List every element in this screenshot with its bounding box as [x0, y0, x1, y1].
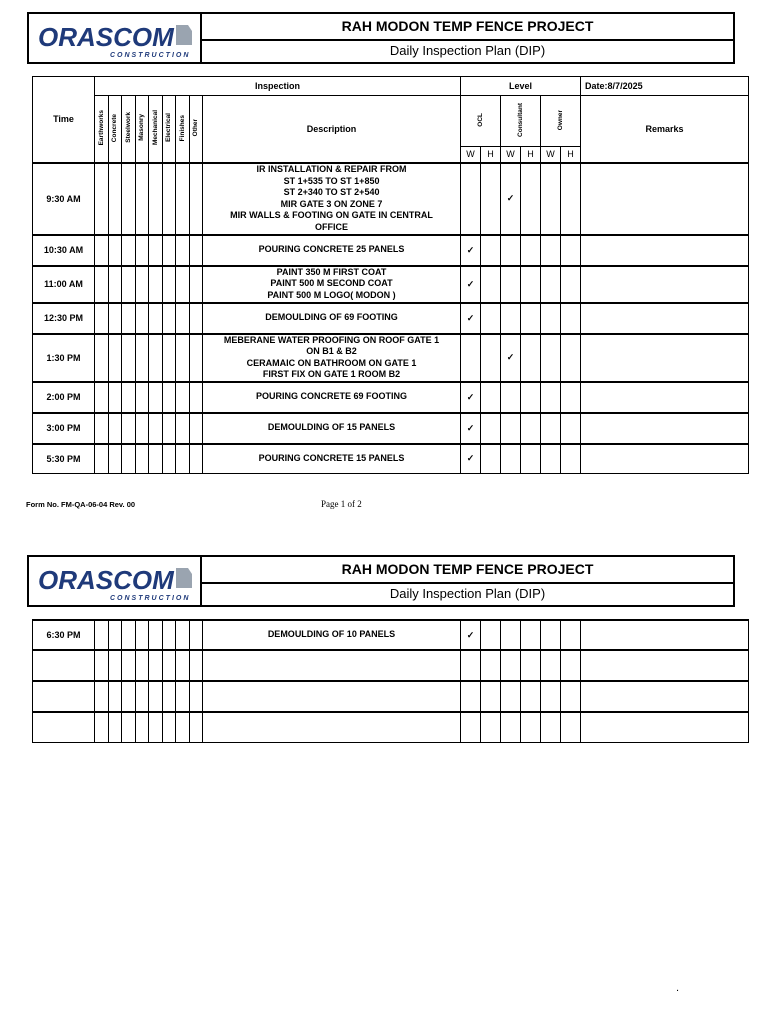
row-remarks — [581, 712, 749, 742]
description-line: OFFICE — [315, 221, 349, 232]
row-remarks — [581, 413, 749, 444]
wh-label: H — [521, 147, 541, 163]
category-cell — [95, 712, 109, 742]
category-cell — [135, 650, 149, 681]
level-cell — [501, 382, 521, 413]
level-cell — [521, 413, 541, 444]
category-cell — [122, 620, 136, 650]
description-line: PAINT 500 M LOGO( MODON ) — [267, 289, 396, 300]
category-cell — [108, 382, 122, 413]
level-cell — [501, 303, 521, 334]
category-cell — [162, 303, 176, 334]
description-line: DEMOULDING OF 10 PANELS — [267, 629, 396, 640]
category-concrete: Concrete — [111, 113, 119, 142]
category-cell — [149, 650, 163, 681]
level-cell — [501, 712, 521, 742]
category-cell — [149, 235, 163, 266]
category-cell — [108, 681, 122, 712]
category-cell — [149, 413, 163, 444]
inspection-table — [32, 76, 749, 474]
row-remarks — [581, 620, 749, 650]
category-cell — [108, 444, 122, 474]
plan-title: Daily Inspection Plan (DIP) — [389, 43, 546, 58]
row-description — [203, 382, 461, 413]
category-cell — [135, 163, 149, 235]
level-cell — [561, 444, 581, 474]
level-cell — [561, 235, 581, 266]
row-remarks — [581, 334, 749, 382]
form-number: Form No. FM-QA-06-04 Rev. 00 — [26, 500, 136, 509]
category-cell — [189, 235, 203, 266]
description-line: MEBERANE WATER PROOFING ON ROOF GATE 1 — [223, 334, 440, 345]
category-cell — [108, 712, 122, 742]
table-row — [33, 163, 749, 235]
level-cell — [481, 163, 501, 235]
category-cell — [108, 620, 122, 650]
inspection-rows-page2 — [33, 620, 749, 742]
row-time: 1:30 PM — [33, 334, 95, 382]
category-cell — [95, 382, 109, 413]
level-cell — [521, 266, 541, 303]
level-header: Level — [461, 77, 581, 96]
row-remarks — [581, 303, 749, 334]
category-cell — [162, 444, 176, 474]
level-cell — [541, 382, 561, 413]
inspection-table-page2 — [32, 619, 749, 743]
description-line: DEMOULDING OF 15 PANELS — [267, 422, 396, 433]
row-description — [203, 681, 461, 712]
row-time: 3:00 PM — [33, 413, 95, 444]
category-cell — [149, 334, 163, 382]
plan-title: Daily Inspection Plan (DIP) — [389, 586, 546, 601]
table-row — [33, 235, 749, 266]
table-row — [33, 413, 749, 444]
category-cell — [176, 650, 190, 681]
category-cell — [95, 266, 109, 303]
description-line: POURING CONCRETE 15 PANELS — [258, 453, 405, 463]
category-earthworks: Earthworks — [97, 110, 105, 146]
category-cell — [135, 235, 149, 266]
row-time: 11:00 AM — [33, 266, 95, 303]
category-cell — [149, 303, 163, 334]
wh-label: W — [501, 147, 521, 163]
category-finishes: Finishes — [178, 114, 186, 141]
row-time: 6:30 PM — [33, 620, 95, 650]
wh-label: H — [481, 147, 501, 163]
category-cell — [189, 620, 203, 650]
row-time: 9:30 AM — [33, 163, 95, 235]
level-cell — [481, 334, 501, 382]
level-cell — [521, 334, 541, 382]
category-cell — [162, 413, 176, 444]
category-cell — [176, 620, 190, 650]
level-cell — [541, 620, 561, 650]
category-cell — [95, 681, 109, 712]
description-line: PAINT 500 M SECOND COAT — [270, 278, 393, 289]
table-row — [33, 444, 749, 474]
table-row — [33, 266, 749, 303]
level-cell — [461, 650, 481, 681]
level-cell — [461, 334, 481, 382]
table-row — [33, 650, 749, 681]
category-cell — [135, 303, 149, 334]
category-cell — [176, 382, 190, 413]
level-cell — [461, 712, 481, 742]
category-cell — [176, 163, 190, 235]
table-row — [33, 382, 749, 413]
category-cell — [122, 235, 136, 266]
category-cell — [149, 681, 163, 712]
page1-header — [27, 12, 735, 64]
level-cell — [501, 681, 521, 712]
category-cell — [176, 444, 190, 474]
category-cell — [95, 303, 109, 334]
category-cell — [176, 303, 190, 334]
category-cell — [162, 650, 176, 681]
table-row — [33, 712, 749, 742]
level-ocl: OCL — [477, 113, 485, 127]
category-cell — [135, 620, 149, 650]
project-title: RAH MODON TEMP FENCE PROJECT — [202, 557, 733, 584]
category-cell — [135, 266, 149, 303]
category-cell — [176, 266, 190, 303]
level-cell — [541, 235, 561, 266]
category-cell — [162, 620, 176, 650]
row-time: 10:30 AM — [33, 235, 95, 266]
row-description — [203, 413, 461, 444]
category-cell — [108, 413, 122, 444]
category-cell — [108, 303, 122, 334]
level-cell — [561, 334, 581, 382]
category-cell — [149, 382, 163, 413]
category-masonry: Masonry — [138, 114, 146, 142]
category-cell — [189, 681, 203, 712]
row-remarks — [581, 266, 749, 303]
page2-header — [27, 555, 735, 607]
level-cell — [561, 413, 581, 444]
level-cell — [481, 444, 501, 474]
level-cell — [561, 620, 581, 650]
level-cell — [481, 681, 501, 712]
category-cell — [149, 620, 163, 650]
level-cell — [521, 620, 541, 650]
level-cell — [521, 650, 541, 681]
category-cell — [95, 650, 109, 681]
row-description — [203, 712, 461, 742]
category-cell — [189, 334, 203, 382]
check-mark: ✓ — [461, 620, 481, 650]
row-description — [203, 650, 461, 681]
category-cell — [135, 413, 149, 444]
category-cell — [189, 444, 203, 474]
category-cell — [122, 334, 136, 382]
level-cell — [541, 163, 561, 235]
level-cell — [561, 681, 581, 712]
stray-dot: . — [676, 982, 680, 994]
description-line: ON B1 & B2 — [306, 346, 357, 356]
row-remarks — [581, 444, 749, 474]
category-cell — [122, 303, 136, 334]
category-cell — [108, 163, 122, 235]
row-time: 12:30 PM — [33, 303, 95, 334]
category-cell — [122, 712, 136, 742]
row-remarks — [581, 650, 749, 681]
level-cell — [561, 163, 581, 235]
level-cell — [541, 712, 561, 742]
category-cell — [149, 712, 163, 742]
level-cell — [541, 444, 561, 474]
category-cell — [189, 382, 203, 413]
level-cell — [501, 413, 521, 444]
row-time — [33, 681, 95, 712]
row-description — [203, 620, 461, 650]
row-time: 2:00 PM — [33, 382, 95, 413]
category-cell — [95, 163, 109, 235]
level-cell — [541, 334, 561, 382]
category-cell — [189, 712, 203, 742]
level-owner: Owner — [557, 109, 565, 131]
category-cell — [95, 444, 109, 474]
company-logo — [29, 557, 202, 605]
check-mark: ✓ — [501, 163, 521, 235]
level-cell — [481, 712, 501, 742]
level-cell — [481, 413, 501, 444]
row-description — [203, 334, 461, 382]
category-cell — [189, 266, 203, 303]
description-line: ST 2+340 TO ST 2+540 — [283, 187, 380, 197]
description-line: MIR WALLS & FOOTING ON GATE IN CENTRAL — [230, 210, 433, 220]
category-steelwork: Steelwork — [124, 112, 132, 144]
category-cell — [135, 334, 149, 382]
category-other: Other — [192, 119, 200, 137]
level-cell — [461, 163, 481, 235]
category-cell — [176, 712, 190, 742]
category-cell — [189, 163, 203, 235]
level-cell — [481, 650, 501, 681]
level-cell — [521, 163, 541, 235]
table-row — [33, 681, 749, 712]
project-title: RAH MODON TEMP FENCE PROJECT — [202, 14, 733, 41]
category-cell — [162, 163, 176, 235]
level-cell — [541, 681, 561, 712]
level-cell — [501, 444, 521, 474]
category-electrical: Electrical — [165, 113, 173, 143]
description-line: DEMOULDING OF 69 FOOTING — [265, 312, 398, 323]
level-cell — [501, 620, 521, 650]
description-line: PAINT 350 M FIRST COAT — [276, 266, 387, 277]
description-line: IR INSTALLATION & REPAIR FROM — [256, 164, 407, 174]
check-mark: ✓ — [461, 235, 481, 266]
company-logo — [29, 14, 202, 62]
level-cell — [461, 681, 481, 712]
category-cell — [122, 444, 136, 474]
row-description — [203, 163, 461, 235]
inspection-rows — [33, 163, 749, 474]
row-description — [203, 235, 461, 266]
category-cell — [162, 382, 176, 413]
category-mechanical: Mechanical — [151, 110, 159, 146]
level-cell — [541, 266, 561, 303]
row-time — [33, 650, 95, 681]
category-cell — [95, 620, 109, 650]
level-consultant: Consultant — [517, 103, 525, 137]
category-cell — [135, 681, 149, 712]
category-cell — [122, 681, 136, 712]
category-cell — [108, 650, 122, 681]
level-cell — [521, 235, 541, 266]
level-cell — [541, 303, 561, 334]
row-description — [203, 303, 461, 334]
category-cell — [189, 303, 203, 334]
category-cell — [135, 382, 149, 413]
svg-text:CONSTRUCTION: CONSTRUCTION — [110, 595, 191, 602]
description-line: POURING CONCRETE 69 FOOTING — [256, 391, 408, 402]
level-cell — [541, 413, 561, 444]
category-cell — [122, 382, 136, 413]
level-cell — [561, 650, 581, 681]
category-cell — [162, 681, 176, 712]
row-time: 5:30 PM — [33, 444, 95, 474]
category-cell — [149, 444, 163, 474]
row-remarks — [581, 163, 749, 235]
row-description — [203, 266, 461, 303]
level-cell — [501, 650, 521, 681]
row-description — [203, 444, 461, 474]
row-remarks — [581, 681, 749, 712]
level-cell — [521, 712, 541, 742]
level-cell — [481, 303, 501, 334]
level-cell — [541, 650, 561, 681]
svg-text:ORASCOM: ORASCOM — [38, 22, 174, 52]
level-cell — [521, 303, 541, 334]
category-cell — [189, 650, 203, 681]
svg-text:ORASCOM: ORASCOM — [38, 565, 174, 595]
level-cell — [521, 444, 541, 474]
description-line: FIRST FIX ON GATE 1 ROOM B2 — [262, 369, 401, 379]
category-cell — [108, 266, 122, 303]
category-cell — [135, 444, 149, 474]
level-cell — [521, 382, 541, 413]
wh-label: H — [561, 147, 581, 163]
check-mark: ✓ — [461, 413, 481, 444]
description-line: POURING CONCRETE 25 PANELS — [258, 244, 405, 255]
description-header: Description — [203, 96, 461, 163]
category-cell — [95, 413, 109, 444]
table-row — [33, 334, 749, 382]
row-remarks — [581, 235, 749, 266]
category-cell — [189, 413, 203, 444]
description-line: CERAMAIC ON BATHROOM ON GATE 1 — [246, 357, 417, 368]
page-number: Page 1 of 2 — [321, 499, 362, 509]
category-cell — [95, 235, 109, 266]
row-remarks — [581, 382, 749, 413]
category-cell — [135, 712, 149, 742]
category-cell — [162, 266, 176, 303]
category-cell — [149, 163, 163, 235]
level-cell — [481, 620, 501, 650]
category-cell — [176, 235, 190, 266]
table-row — [33, 303, 749, 334]
level-cell — [501, 235, 521, 266]
category-cell — [176, 334, 190, 382]
description-line: ST 1+535 TO ST 1+850 — [283, 175, 380, 186]
wh-label: W — [541, 147, 561, 163]
category-cell — [108, 235, 122, 266]
table-row — [33, 620, 749, 650]
level-cell — [481, 266, 501, 303]
date-header: Date:8/7/2025 — [581, 77, 749, 96]
category-cell — [176, 413, 190, 444]
check-mark: ✓ — [461, 266, 481, 303]
level-cell — [501, 266, 521, 303]
level-cell — [561, 266, 581, 303]
category-cell — [95, 334, 109, 382]
level-cell — [561, 712, 581, 742]
category-cell — [162, 235, 176, 266]
category-cell — [108, 334, 122, 382]
level-cell — [481, 382, 501, 413]
row-time — [33, 712, 95, 742]
category-cell — [122, 266, 136, 303]
category-cell — [122, 163, 136, 235]
category-cell — [149, 266, 163, 303]
category-cell — [122, 650, 136, 681]
description-line: MIR GATE 3 ON ZONE 7 — [280, 198, 383, 209]
category-cell — [162, 712, 176, 742]
category-cell — [162, 334, 176, 382]
level-cell — [481, 235, 501, 266]
check-mark: ✓ — [461, 382, 481, 413]
category-cell — [176, 681, 190, 712]
remarks-header: Remarks — [581, 96, 749, 163]
level-cell — [561, 382, 581, 413]
inspection-header: Inspection — [95, 77, 461, 96]
time-header: Time — [33, 77, 95, 163]
level-cell — [521, 681, 541, 712]
check-mark: ✓ — [501, 334, 521, 382]
level-cell — [561, 303, 581, 334]
check-mark: ✓ — [461, 303, 481, 334]
wh-label: W — [461, 147, 481, 163]
svg-text:CONSTRUCTION: CONSTRUCTION — [110, 52, 191, 59]
category-cell — [122, 413, 136, 444]
check-mark: ✓ — [461, 444, 481, 474]
